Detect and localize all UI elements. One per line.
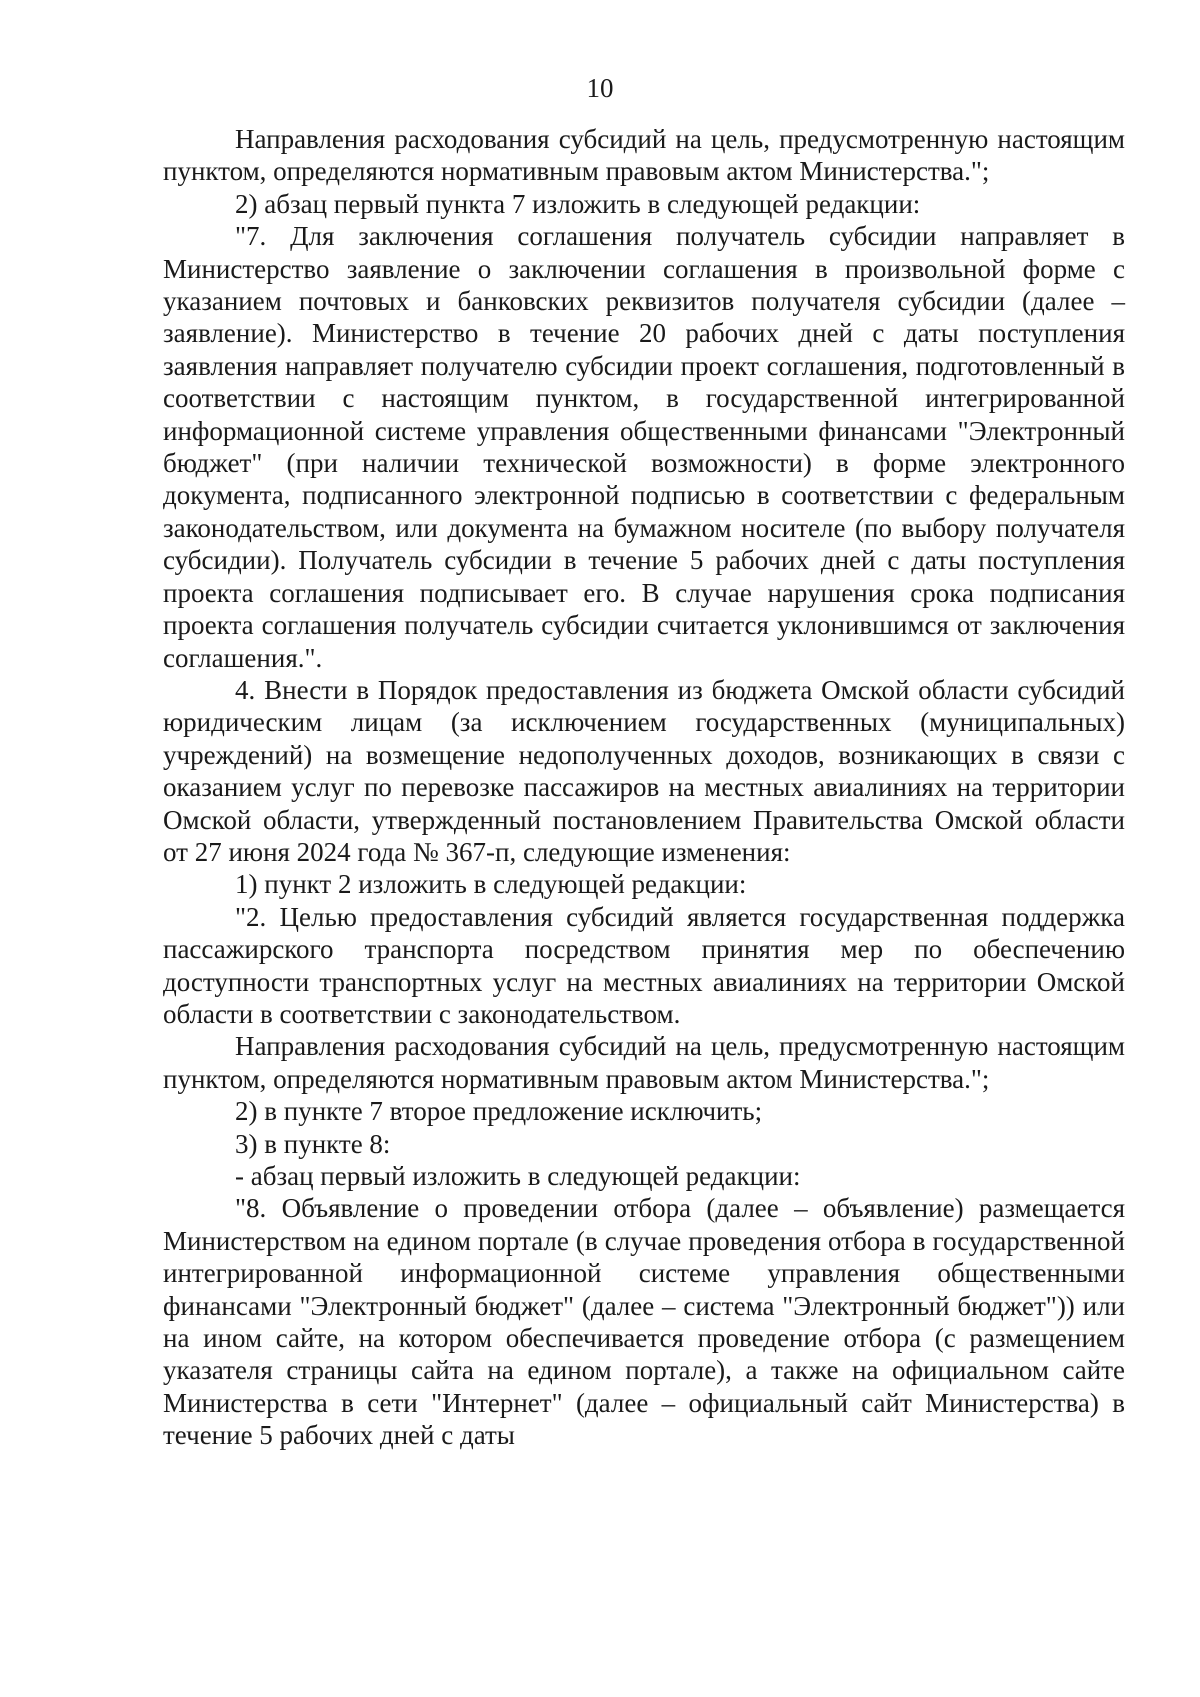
paragraph: 2) в пункте 7 второе предложение исключить; <box>235 1096 763 1127</box>
paragraph: Направления расходования субсидий на цель, предусмотренную настоящим пунктом, определяются нормативным правовым актом Министерства."; <box>163 1031 1125 1094</box>
paragraph: 4. Внести в Порядок предоставления из бюджета Омской области субсидий юридическим лицам (за исключением государственных (муниципальных) учреждений) на возмещение недополученных доходов, возникающих в связи с оказанием услуг по перевозке пассажиров на местных авиалиниях на территории Омской области, утвержденный постановлением Правительства Омской области от 27 июня 2024 года № 367-п, следующие изменения: <box>163 674 1125 867</box>
paragraph: "2. Целью предоставления субсидий является государственная поддержка пассажирского транспорта посредством принятия мер по обеспечению доступности транспортных услуг на местных авиалиниях на территории Омской области в соответствии с законодательством. <box>163 901 1125 1029</box>
document-body <box>163 123 1125 1452</box>
page-number: 10 <box>586 73 614 103</box>
paragraph: - абзац первый изложить в следующей редакции: <box>235 1161 801 1191</box>
paragraph: 1) пункт 2 изложить в следующей редакции: <box>235 869 747 900</box>
paragraph: "8. Объявление о проведении отбора (далее – объявление) размещается Министерством на едином портале (в случае проведения отбора в государственной интегрированной информационной системе управления общественными финансами "Электронный бюджет" (далее – система "Электронный бюджет")) или на ином сайте, на котором обеспечивается проведение отбора (с размещением указателя страницы сайта на едином портале), а также на официальном сайте Министерства в сети "Интернет" (далее – официальный сайт Министерства) в течение 5 рабочих дней с даты <box>163 1193 1125 1451</box>
paragraph: "7. Для заключения соглашения получатель субсидии направляет в Министерство заявление о заключении соглашения в произвольной форме с указанием почтовых и банковских реквизитов получателя субсидии (далее – заявление). Министерство в течение 20 рабочих дней с даты поступления заявления направляет получателю субсидии проект соглашения, подготовленный в соответствии с настоящим пунктом, в государственной интегрированной информационной системе управления общественными финансами "Электронный бюджет" (при наличии технической возможности) в форме электронного документа, подписанного электронной подписью в соответствии с федеральным законодательством, или документа на бумажном носителе (по выбору получателя субсидии). Получатель субсидии в течение 5 рабочих дней с даты поступления проекта соглашения подписывает его. В случае нарушения срока подписания проекта соглашения получатель субсидии считается уклонившимся от заключения соглашения.". <box>163 221 1125 673</box>
paragraph: 3) в пункте 8: <box>235 1128 391 1159</box>
paragraph: Направления расходования субсидий на цель, предусмотренную настоящим пунктом, определяются нормативным правовым актом Министерства."; <box>163 124 1125 187</box>
paragraph: 2) абзац первый пункта 7 изложить в следующей редакции: <box>235 188 921 219</box>
